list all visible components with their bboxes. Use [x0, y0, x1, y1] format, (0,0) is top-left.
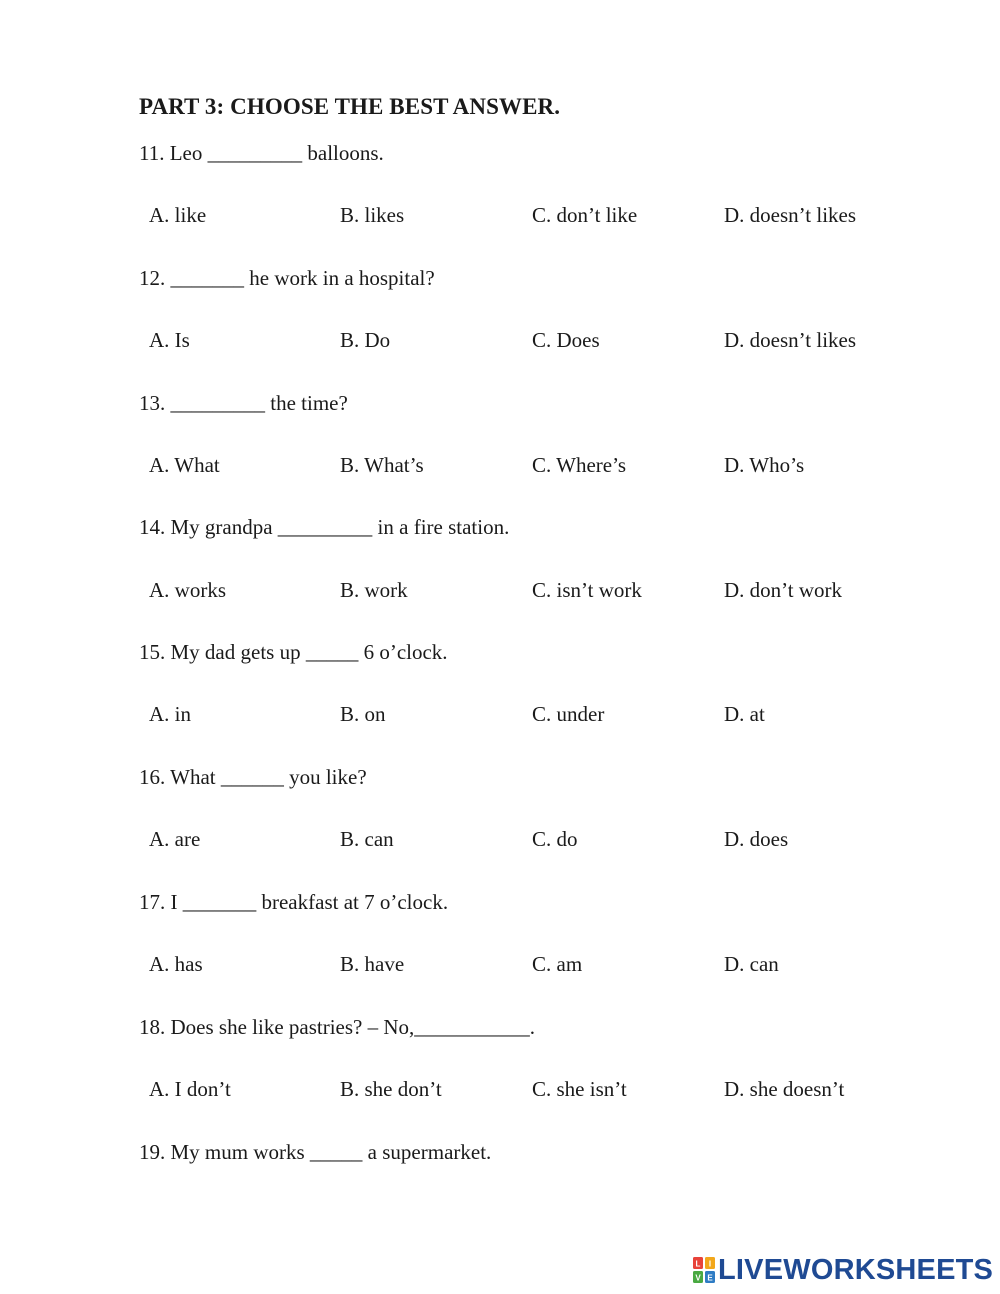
option-c[interactable]: C. Where’s	[532, 453, 627, 477]
options-14	[149, 578, 949, 606]
question-15: 15. My dad gets up _____ 6 o’clock.	[139, 640, 448, 664]
option-c[interactable]: C. she isn’t	[532, 1077, 627, 1101]
options-17	[149, 952, 949, 980]
question-12: 12. _______ he work in a hospital?	[139, 266, 435, 290]
option-a[interactable]: A. What	[149, 453, 220, 477]
question-19: 19. My mum works _____ a supermarket.	[139, 1140, 492, 1164]
svg-text:I: I	[708, 1259, 712, 1269]
option-d[interactable]: D. at	[724, 702, 765, 726]
option-c[interactable]: C. Does	[532, 328, 600, 352]
option-b[interactable]: B. on	[340, 702, 386, 726]
options-16	[149, 827, 949, 855]
option-b[interactable]: B. Do	[340, 328, 391, 352]
options-15	[149, 702, 949, 730]
liveworksheets-brand[interactable]	[693, 1254, 993, 1286]
liveworksheets-logo-icon	[693, 1257, 715, 1283]
option-b[interactable]: B. What’s	[340, 453, 424, 477]
option-c[interactable]: C. don’t like	[532, 203, 638, 227]
page-title: PART 3: CHOOSE THE BEST ANSWER.	[139, 94, 561, 119]
question-16: 16. What ______ you like?	[139, 765, 367, 789]
options-12	[149, 328, 949, 356]
option-a[interactable]: A. I don’t	[149, 1077, 231, 1101]
option-c[interactable]: C. am	[532, 952, 583, 976]
brand-name: LIVEWORKSHEETS	[718, 1254, 994, 1286]
option-d[interactable]: D. Who’s	[724, 453, 805, 477]
option-d[interactable]: D. doesn’t likes	[724, 328, 857, 352]
option-b[interactable]: B. she don’t	[340, 1077, 442, 1101]
option-c[interactable]: C. isn’t work	[532, 578, 642, 602]
option-a[interactable]: A. Is	[149, 328, 190, 352]
option-d[interactable]: D. she doesn’t	[724, 1077, 845, 1101]
question-18: 18. Does she like pastries? – No,___________.	[139, 1015, 536, 1039]
question-17: 17. I _______ breakfast at 7 o’clock.	[139, 890, 449, 914]
option-c[interactable]: C. under	[532, 702, 605, 726]
svg-text:L: L	[695, 1259, 701, 1269]
svg-text:V: V	[695, 1273, 701, 1283]
question-14: 14. My grandpa _________ in a fire station.	[139, 515, 510, 539]
option-a[interactable]: A. has	[149, 952, 203, 976]
options-13	[149, 453, 949, 481]
option-d[interactable]: D. does	[724, 827, 789, 851]
question-11: 11. Leo _________ balloons.	[139, 141, 384, 165]
option-d[interactable]: D. can	[724, 952, 779, 976]
option-b[interactable]: B. likes	[340, 203, 405, 227]
option-b[interactable]: B. have	[340, 952, 405, 976]
option-c[interactable]: C. do	[532, 827, 578, 851]
options-11	[149, 203, 949, 231]
option-b[interactable]: B. work	[340, 578, 408, 602]
option-b[interactable]: B. can	[340, 827, 394, 851]
option-a[interactable]: A. like	[149, 203, 207, 227]
option-d[interactable]: D. don’t work	[724, 578, 843, 602]
question-13: 13. _________ the time?	[139, 391, 348, 415]
option-a[interactable]: A. are	[149, 827, 201, 851]
options-18	[149, 1077, 949, 1105]
option-a[interactable]: A. works	[149, 578, 226, 602]
option-a[interactable]: A. in	[149, 702, 191, 726]
option-d[interactable]: D. doesn’t likes	[724, 203, 857, 227]
svg-text:E: E	[707, 1273, 713, 1283]
